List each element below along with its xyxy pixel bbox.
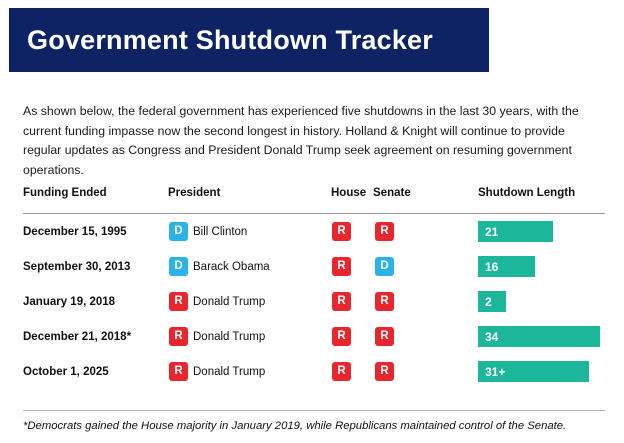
party-letter: R <box>375 222 394 241</box>
party-letter: R <box>332 327 351 346</box>
shutdown-length-bar <box>478 291 506 312</box>
president-party-badge <box>169 319 188 354</box>
party-letter: R <box>332 362 351 381</box>
house-party-badge <box>332 354 351 389</box>
cell-president-name: Bill Clinton <box>193 225 248 238</box>
shutdown-length-label: 16 <box>485 259 499 274</box>
column-header-shutdown-length: Shutdown Length <box>478 187 576 199</box>
cell-funding-ended: January 19, 2018 <box>23 295 116 308</box>
senate-party-badge <box>375 319 394 354</box>
shutdown-length-bar-cell <box>478 249 608 284</box>
intro-paragraph: As shown below, the federal government has experienced five shutdowns in the last 30 years, with the current funding impasse now the second longest in history. Holland & Knight will continue to provide regular updates as Congress and President Donald Trump seek agreement on resuming government operations. <box>23 104 579 177</box>
table-row <box>23 284 605 319</box>
table-body <box>23 214 605 389</box>
column-header-house: House <box>331 187 367 199</box>
shutdown-length-label: 2 <box>485 294 492 309</box>
column-header-senate: Senate <box>373 187 411 199</box>
party-letter: R <box>375 362 394 381</box>
cell-funding-ended: December 21, 2018* <box>23 330 132 343</box>
page-title: Government Shutdown Tracker <box>27 24 433 55</box>
shutdown-length-bar <box>478 256 535 277</box>
party-letter: R <box>332 222 351 241</box>
shutdown-length-bar-cell <box>478 354 608 389</box>
shutdown-length-bar-cell <box>478 214 608 249</box>
table-row <box>23 214 605 249</box>
cell-president-name: Barack Obama <box>193 260 270 273</box>
footnote-divider <box>23 410 605 411</box>
shutdown-length-label: 34 <box>485 329 499 344</box>
cell-funding-ended: October 1, 2025 <box>23 365 109 378</box>
senate-party-badge <box>375 249 394 284</box>
president-party-badge <box>169 249 188 284</box>
cell-president-name: Donald Trump <box>193 365 266 378</box>
party-letter: R <box>375 327 394 346</box>
house-party-badge <box>332 284 351 319</box>
party-letter: R <box>169 327 188 346</box>
party-letter: R <box>332 292 351 311</box>
house-party-badge <box>332 214 351 249</box>
table-header-row <box>23 185 605 214</box>
cell-funding-ended: September 30, 2013 <box>23 260 131 273</box>
party-letter: R <box>169 292 188 311</box>
senate-party-badge <box>375 284 394 319</box>
shutdown-length-label: 21 <box>485 224 499 239</box>
party-letter: D <box>169 222 188 241</box>
president-party-badge <box>169 284 188 319</box>
party-letter: R <box>375 292 394 311</box>
header-banner <box>9 8 489 72</box>
shutdown-length-bar-cell <box>478 319 608 354</box>
table-row <box>23 249 605 284</box>
senate-party-badge <box>375 354 394 389</box>
shutdown-length-bar <box>478 326 600 347</box>
cell-president-name: Donald Trump <box>193 330 266 343</box>
party-letter: R <box>332 257 351 276</box>
shutdown-length-bar <box>478 361 589 382</box>
column-header-funding-ended: Funding Ended <box>23 187 107 199</box>
party-letter: D <box>375 257 394 276</box>
president-party-badge <box>169 354 188 389</box>
president-party-badge <box>169 214 188 249</box>
table-row <box>23 319 605 354</box>
shutdown-length-bar <box>478 221 553 242</box>
cell-president-name: Donald Trump <box>193 295 266 308</box>
senate-party-badge <box>375 214 394 249</box>
table-row <box>23 354 605 389</box>
shutdown-length-label: 31+ <box>485 364 506 379</box>
footnote-text: *Democrats gained the House majority in January 2019, while Republicans maintained control of the Senate. <box>23 420 567 432</box>
party-letter: R <box>169 362 188 381</box>
party-letter: D <box>169 257 188 276</box>
column-header-president: President <box>168 187 221 199</box>
house-party-badge <box>332 249 351 284</box>
shutdown-table <box>23 185 605 389</box>
shutdown-length-bar-cell <box>478 284 608 319</box>
cell-funding-ended: December 15, 1995 <box>23 225 127 238</box>
house-party-badge <box>332 319 351 354</box>
